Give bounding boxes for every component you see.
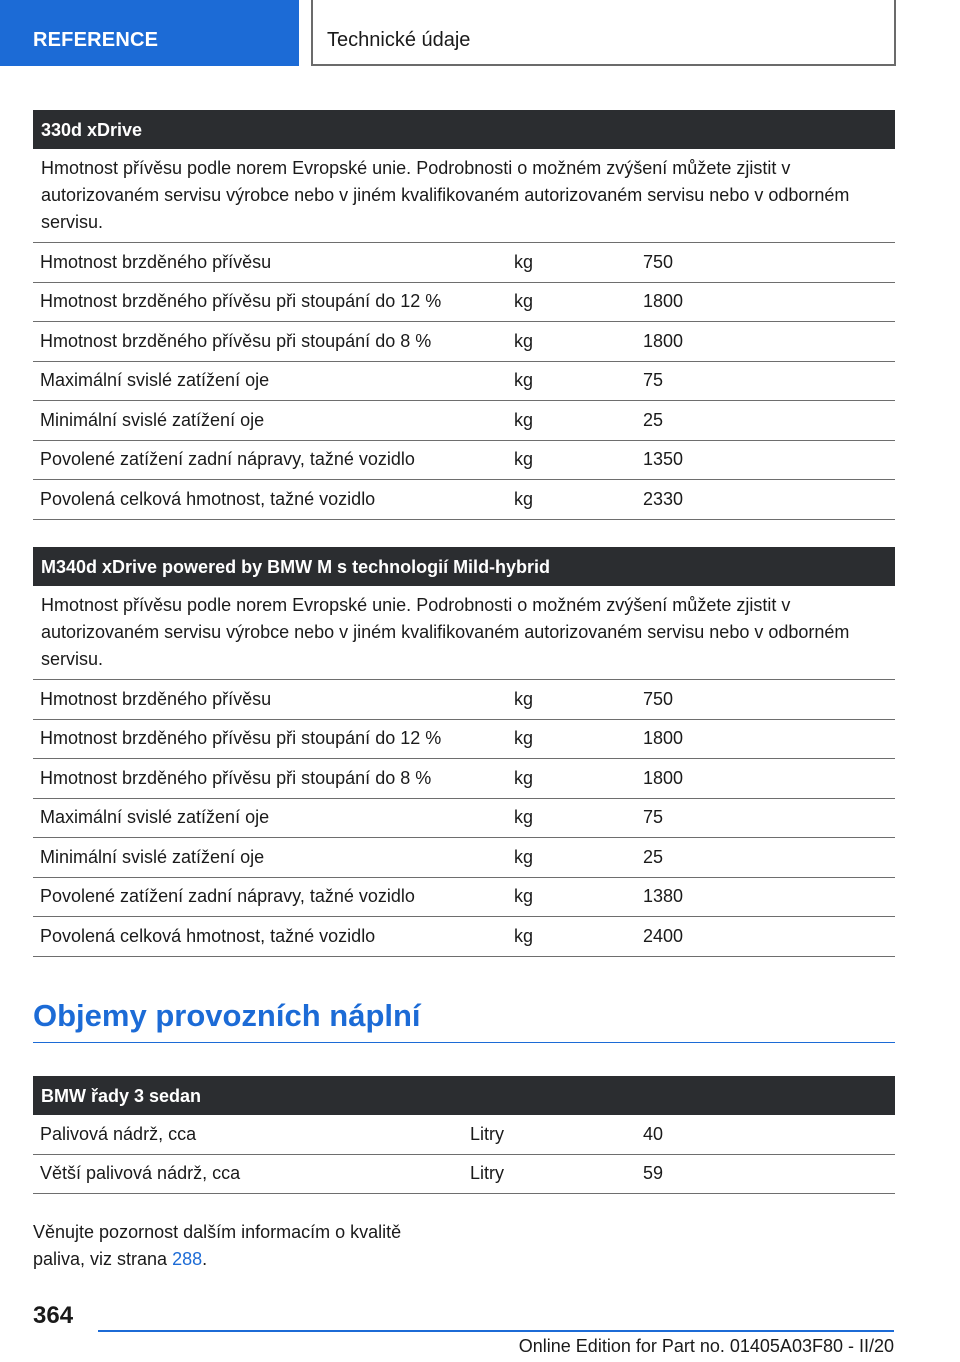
note-text: Věnujte pozornost dalším informacím o kvalitě paliva, viz strana (33, 1222, 402, 1269)
table-rows (33, 243, 895, 520)
row-value: 1800 (643, 330, 684, 351)
row-unit: kg (514, 251, 534, 272)
row-label: Povolené zatížení zadní nápravy, tažné vozidlo (40, 886, 415, 907)
row-label: Povolené zatížení zadní nápravy, tažné vozidlo (40, 449, 415, 470)
row-value: 40 (643, 1123, 664, 1144)
row-label: Maximální svislé zatížení oje (40, 807, 270, 828)
table-title: BMW řady 3 sedan (33, 1076, 895, 1115)
table-330d (33, 110, 895, 520)
row-label: Hmotnost brzděného přívěsu při stoupání do 8 % (40, 767, 432, 788)
row-value: 1800 (643, 728, 684, 749)
table-sedan (33, 1076, 895, 1194)
row-unit: kg (514, 449, 534, 470)
row-unit: kg (514, 807, 534, 828)
row-label: Minimální svislé zatížení oje (40, 409, 265, 430)
page-header (0, 0, 960, 66)
table-rows (33, 680, 895, 957)
footer-divider (98, 1330, 894, 1332)
row-value: 2330 (643, 488, 684, 509)
row-unit: kg (514, 925, 534, 946)
table-row (33, 878, 895, 918)
row-unit: Litry (470, 1123, 505, 1144)
table-row (33, 1115, 895, 1155)
row-unit: kg (514, 886, 534, 907)
table-row (33, 322, 895, 362)
row-value: 2400 (643, 925, 684, 946)
table-row (33, 759, 895, 799)
row-label: Palivová nádrž, cca (40, 1123, 197, 1144)
edition-info: Online Edition for Part no. 01405A03F80 - II/20 (518, 1336, 894, 1356)
row-unit: kg (514, 688, 534, 709)
table-title: M340d xDrive powered by BMW M s technologií Mild-hybrid (33, 547, 895, 586)
row-unit: kg (514, 370, 534, 391)
table-row (33, 283, 895, 323)
row-label: Hmotnost brzděného přívěsu při stoupání do 12 % (40, 728, 442, 749)
row-value: 1350 (643, 449, 684, 470)
table-note: Hmotnost přívěsu podle norem Evropské unie. Podrobnosti o možném zvýšení můžete zjistit v autorizovaném servisu výrobce nebo v jiném kvalifikovaném autorizovaném servisu nebo v odborném servisu. (33, 149, 895, 243)
row-value: 25 (643, 409, 664, 430)
row-label: Povolená celková hmotnost, tažné vozidlo (40, 925, 376, 946)
row-label: Povolená celková hmotnost, tažné vozidlo (40, 488, 376, 509)
row-unit: kg (514, 488, 534, 509)
row-label: Hmotnost brzděného přívěsu (40, 688, 272, 709)
row-unit: kg (514, 846, 534, 867)
row-value: 75 (643, 807, 664, 828)
note-end: . (202, 1249, 208, 1269)
table-note: Hmotnost přívěsu podle norem Evropské unie. Podrobnosti o možném zvýšení můžete zjistit v autorizovaném servisu výrobce nebo v jiném kvalifikovaném autorizovaném servisu nebo v odborném servisu. (33, 586, 895, 680)
row-label: Maximální svislé zatížení oje (40, 370, 270, 391)
row-value: 25 (643, 846, 664, 867)
section-heading: Objemy provozních náplní (33, 998, 895, 1043)
page-number: 364 (33, 1302, 74, 1329)
row-value: 1800 (643, 291, 684, 312)
row-value: 750 (643, 251, 674, 272)
table-row (33, 480, 895, 520)
table-rows (33, 1115, 895, 1194)
table-row (33, 720, 895, 760)
table-title: 330d xDrive (33, 110, 895, 149)
row-unit: kg (514, 409, 534, 430)
row-unit: kg (514, 767, 534, 788)
row-value: 750 (643, 688, 674, 709)
table-m340d (33, 547, 895, 957)
row-value: 75 (643, 370, 664, 391)
row-value: 1800 (643, 767, 684, 788)
page-link[interactable]: 288 (172, 1249, 203, 1269)
row-unit: kg (514, 291, 534, 312)
table-row (33, 680, 895, 720)
row-label: Větší palivová nádrž, cca (40, 1163, 241, 1184)
table-row (33, 441, 895, 481)
table-row (33, 362, 895, 402)
row-unit: kg (514, 330, 534, 351)
row-label: Hmotnost brzděného přívěsu při stoupání do 12 % (40, 291, 442, 312)
row-label: Hmotnost brzděného přívěsu při stoupání do 8 % (40, 330, 432, 351)
row-label: Hmotnost brzděného přívěsu (40, 251, 272, 272)
table-row (33, 799, 895, 839)
chapter-title: Technické údaje (311, 0, 896, 66)
row-value: 1380 (643, 886, 684, 907)
fuel-quality-note (33, 1219, 453, 1273)
table-row (33, 838, 895, 878)
table-row (33, 917, 895, 957)
table-row (33, 243, 895, 283)
row-unit: Litry (470, 1163, 505, 1184)
table-row (33, 401, 895, 441)
row-value: 59 (643, 1163, 664, 1184)
row-label: Minimální svislé zatížení oje (40, 846, 265, 867)
row-unit: kg (514, 728, 534, 749)
section-tab[interactable]: REFERENCE (0, 0, 299, 66)
table-row (33, 1155, 895, 1195)
